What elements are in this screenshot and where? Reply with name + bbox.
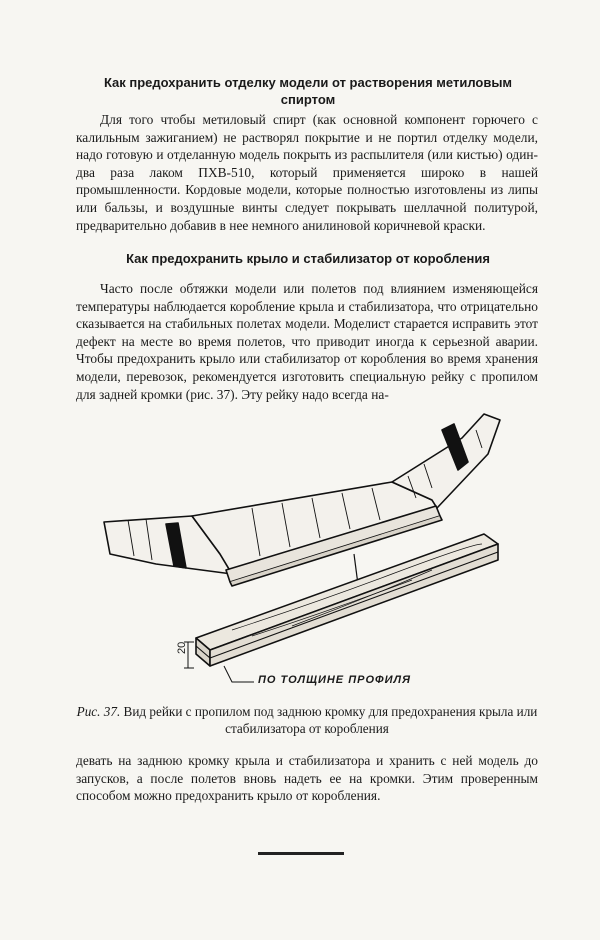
dimension-label: 20 [176,641,188,654]
figure-caption [76,704,538,737]
wing-batten-illustration [92,404,512,700]
section-heading-varnish: Как предохранить отделку модели от растворения метиловым спиртом [103,75,513,107]
end-rule [258,852,344,855]
figure-number: Рис. 37. [76,704,121,719]
profile-leader-line [224,666,254,682]
figure-caption-text: Вид рейки с пропилом под заднюю кромку для предохранения крыла или стабилизатора от коробления [123,704,538,736]
paragraph-continuation: девать на заднюю кромку крыла и стабилизатора и хранить с ней модель до запусков, а после полетов вновь надеть ее на кромки. Этим проверенным способом можно предохранить крыло от коробления. [76,753,538,804]
section-heading-warping: Как предохранить крыло и стабилизатор от коробления [126,251,490,266]
profile-thickness-label: ПО ТОЛЩИНЕ ПРОФИЛЯ [258,674,412,686]
paragraph-warping: Часто после обтяжки модели или полетов под влиянием изменяющейся температуры наблюдается коробление крыла и стабилизатора, что отрицательно сказывается на стабильных полетах модели. Моделист старается исправить этот дефект на месте во время полетов, что приводит иногда к серьезной аварии. Чтобы предохранить крыло или стабилизатор от коробления во время хранения модели, перевозок, рекомендуется изготовить специальную рейку с пропилом для задней кромки (рис. 37). Эту рейку надо всегда на- [76,281,538,402]
paragraph-varnish: Для того чтобы метиловый спирт (как основной компонент горючего с калильным зажиганием) не растворял покрытие и не портил отделку модели, надо готовую и отделанную модель покрыть из распылителя (или кистью) один-два раза лаком ПХВ-510, который применяется широко в нашей промышленности. Кордовые модели, которые полностью изготовлены из липы или бальзы, и воздушные винты следует покрывать шеллачной политурой, предварительно добавив в нее немного анилиновой коричневой краски. [76,112,538,233]
